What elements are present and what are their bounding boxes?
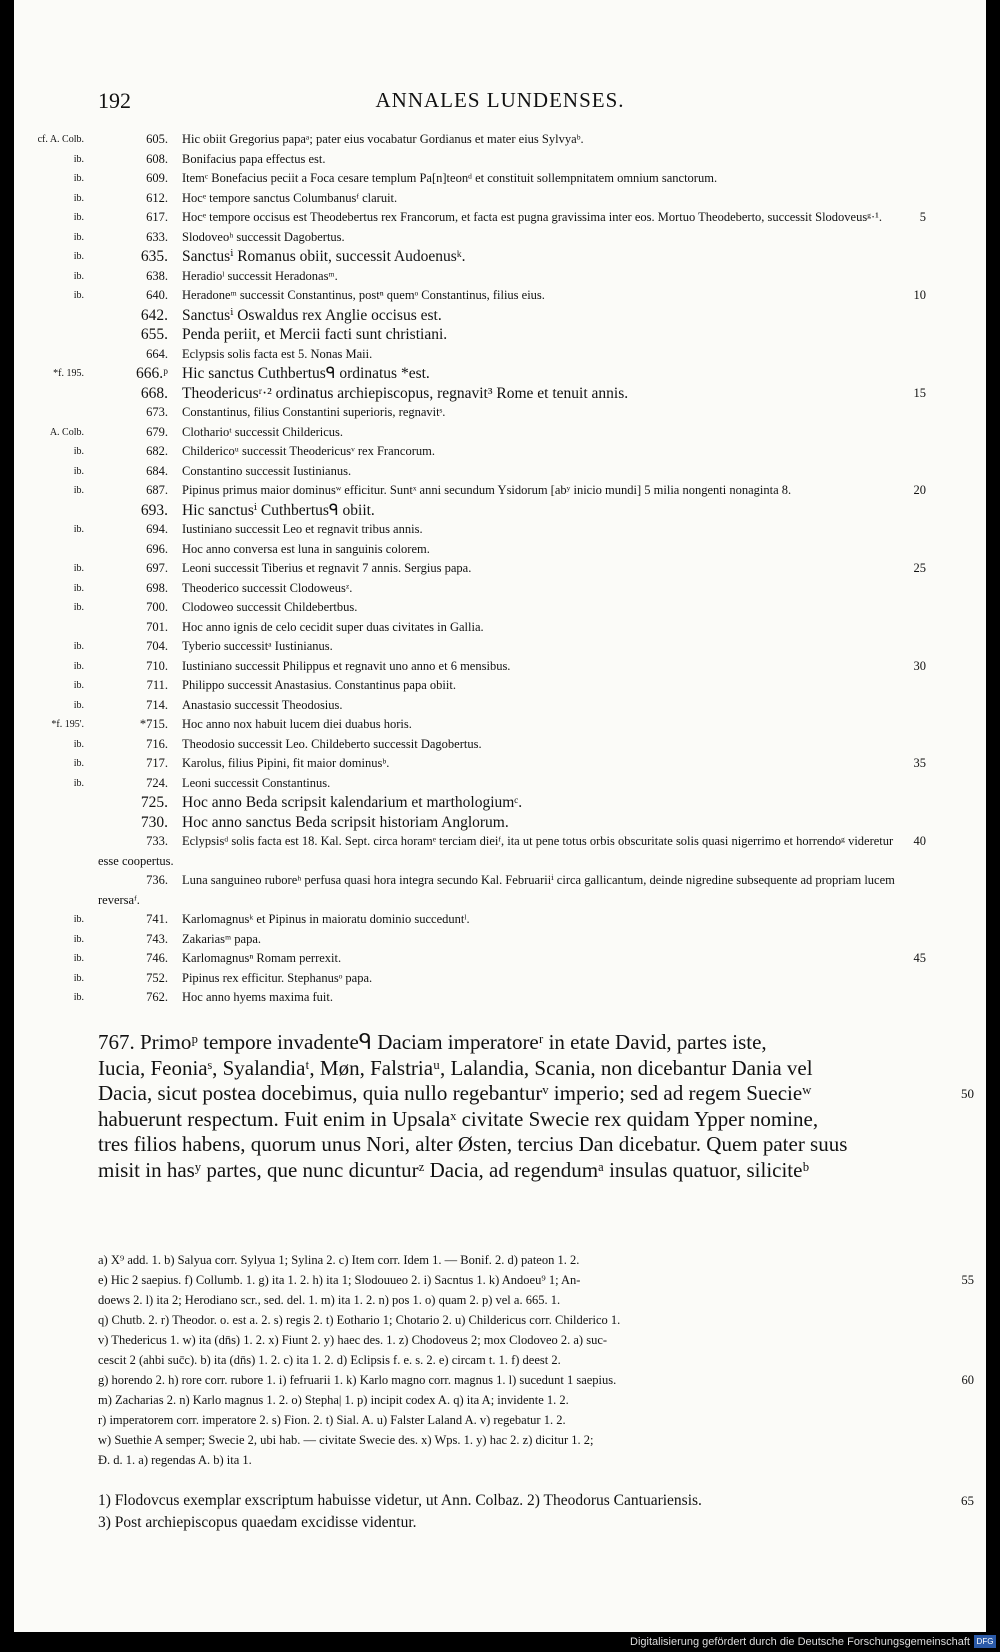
annal-entry bbox=[14, 364, 986, 384]
apparatus-text: r) imperatorem corr. imperatore 2. s) Fion. 2. t) Sial. A. u) Falster Laland A. v) regebatur 1. 2. bbox=[98, 1413, 566, 1427]
source-note: ib. bbox=[73, 192, 84, 204]
entry-year: 679. bbox=[146, 424, 168, 439]
line-number: 50 bbox=[961, 1086, 974, 1101]
entry-year: 664. bbox=[146, 346, 168, 361]
entry-year: 638. bbox=[146, 268, 168, 283]
apparatus-text: g) horendo 2. h) rore corr. rubore 1. i) fefruarii 1. k) Karlo magno corr. magnus 1. l) sucedunt 1 saepius. bbox=[98, 1373, 617, 1387]
entry-text: Iustiniano successit Leo et regnavit tribus annis. bbox=[182, 522, 423, 536]
paragraph-line-text: Dacia, sicut postea docebimus, quia nullo regebanturᵛ imperio; sed ad regem Suecieʷ bbox=[98, 1081, 812, 1105]
entry-year: 697. bbox=[146, 561, 168, 575]
annal-entry bbox=[14, 871, 986, 910]
page-number: 192 bbox=[98, 88, 131, 113]
annal-entry bbox=[14, 423, 986, 443]
annal-entry bbox=[14, 540, 986, 560]
annal-entry bbox=[14, 813, 986, 833]
entry-year: 704. bbox=[146, 639, 168, 653]
entry-text: Theodericusʳ·² ordinatus archiepiscopus, regnavit³ Rome et tenuit annis. bbox=[182, 384, 629, 402]
apparatus-text: e) Hic 2 saepius. f) Collumb. 1. g) ita 1. 2. h) ita 1; Slodouueo 2. i) Sacntus 1. k) Andoeu⁹ 1; An- bbox=[98, 1273, 581, 1287]
entry-text: Hocᵉ tempore sanctus Columbanusᶠ claruit. bbox=[182, 190, 398, 205]
entry-year: 762. bbox=[146, 990, 168, 1004]
running-head: ANNALES LUNDENSES. bbox=[375, 88, 625, 112]
apparatus-line bbox=[98, 1310, 934, 1330]
entry-text: Hic obiit Gregorius papaᵃ; pater eius vocabatur Gordianus et mater eius Sylvyaᵇ. bbox=[182, 132, 584, 146]
source-note: ib. bbox=[73, 251, 84, 262]
entry-year: 633. bbox=[146, 229, 168, 244]
entry-text: Anastasio successit Theodosius. bbox=[182, 697, 343, 712]
entry-year: 710. bbox=[146, 658, 168, 673]
entry-year: 698. bbox=[146, 580, 168, 595]
annal-entry bbox=[14, 676, 986, 696]
source-note: ib. bbox=[73, 465, 84, 477]
entry-text: Hoc anno ignis de celo cecidit super duas civitates in Gallia. bbox=[182, 619, 484, 634]
annal-entry bbox=[14, 949, 986, 969]
line-number: 5 bbox=[919, 210, 926, 224]
entry-text: Childericoᵘ successit Theodericusᵛ rex Francorum. bbox=[182, 444, 435, 458]
apparatus-line bbox=[98, 1290, 934, 1310]
annal-entry bbox=[14, 267, 986, 287]
document-page bbox=[14, 0, 986, 1632]
entry-year: 617. bbox=[146, 210, 168, 224]
entry-year: 714. bbox=[146, 697, 168, 712]
annal-entry bbox=[14, 208, 986, 228]
entry-year: 642. bbox=[140, 306, 168, 324]
annal-entry bbox=[14, 150, 986, 170]
entry-year: 724. bbox=[146, 775, 168, 790]
source-note: ib. bbox=[73, 680, 84, 691]
source-note: *f. 195'. bbox=[51, 719, 84, 730]
annal-entry bbox=[14, 715, 986, 735]
source-note: ib. bbox=[73, 992, 84, 1003]
entry-year: 608. bbox=[146, 151, 168, 166]
annal-entry bbox=[14, 598, 986, 618]
source-note: ib. bbox=[73, 270, 84, 282]
line-number: 35 bbox=[913, 756, 926, 770]
source-note: ib. bbox=[73, 582, 84, 594]
annal-entry bbox=[14, 462, 986, 482]
entry-year: 736. bbox=[146, 873, 168, 887]
entry-year: 640. bbox=[146, 288, 168, 302]
entry-year: 673. bbox=[146, 405, 168, 419]
entry-text: Philippo successit Anastasius. Constantinus papa obiit. bbox=[182, 678, 456, 692]
entry-year: 668. bbox=[140, 384, 168, 402]
entry-text: Hoc anno hyems maxima fuit. bbox=[182, 990, 334, 1004]
annal-entry bbox=[14, 696, 986, 716]
line-number: 30 bbox=[913, 658, 926, 673]
annals-entries bbox=[14, 130, 986, 1008]
source-note: ib. bbox=[73, 641, 84, 652]
critical-apparatus bbox=[98, 1250, 974, 1470]
entry-year: 716. bbox=[146, 736, 168, 751]
annal-entry bbox=[14, 559, 986, 579]
entry-year: *715. bbox=[139, 717, 168, 731]
paragraph-line-text: 767. Primoᵖ tempore invadenteᑫ Daciam imperatoreʳ in etate David, partes iste, bbox=[98, 1030, 767, 1054]
entry-text: Theoderico successit Clodoweusᶻ. bbox=[182, 580, 353, 595]
annal-entry bbox=[14, 579, 986, 599]
annal-entry bbox=[14, 481, 986, 501]
annal-entry bbox=[14, 247, 986, 267]
entry-text: Luna sanguineo ruboreʰ perfusa quasi hora integra secundo Kal. Februariiⁱ circa gallicantum, deinde nigredine subsequente ad propriam lucem reversaᶠ. bbox=[98, 873, 895, 907]
entry-year: 682. bbox=[146, 444, 168, 458]
entry-text: Pipinus primus maior dominusʷ efficitur. Suntˣ anni secundum Ysidorum [abʸ inicio mundi] 5 milia nongenti nonaginta 8. bbox=[182, 483, 792, 497]
entry-text: Itemᶜ Bonefacius peciit a Foca cesare templum Pa[n]teonᵈ et constituit sollempnitatem omnium sanctorum. bbox=[182, 171, 718, 185]
entry-text: Constantinus, filius Constantini superioris, regnavitˢ. bbox=[182, 405, 446, 419]
annal-entry bbox=[14, 403, 986, 423]
apparatus-line bbox=[98, 1410, 934, 1430]
annal-entry bbox=[14, 169, 986, 189]
paragraph-line bbox=[98, 1158, 934, 1184]
entry-text: Leoni successit Tiberius et regnavit 7 annis. Sergius papa. bbox=[182, 561, 472, 575]
paragraph-line-text: Iucia, Feoniaˢ, Syalandiaᵗ, Møn, Falstriaᵘ, Lalandia, Scania, non dicebantur Dania vel bbox=[98, 1055, 813, 1080]
apparatus-line bbox=[98, 1370, 974, 1390]
annal-entry bbox=[14, 520, 986, 540]
annal-entry bbox=[14, 228, 986, 248]
entry-text: Hoc anno Beda scripsit kalendarium et marthologiumᶜ. bbox=[182, 794, 523, 811]
source-note: ib. bbox=[73, 153, 84, 165]
entry-year: 694. bbox=[146, 522, 168, 536]
annal-entry bbox=[14, 442, 986, 462]
entry-text: Hic sanctus Cuthbertusᑫ ordinatus *est. bbox=[182, 365, 430, 382]
source-note: ib. bbox=[73, 933, 84, 945]
line-number: 65 bbox=[961, 1493, 974, 1508]
paragraph-line bbox=[98, 1081, 974, 1107]
annal-entry bbox=[14, 618, 986, 638]
apparatus-line bbox=[98, 1450, 934, 1470]
annal-entry bbox=[14, 657, 986, 677]
apparatus-text: cescit 2 (ahbi suc̄c). b) ita (dn̄s) 1. 2. c) ita 1. 2. d) Eclipsis f. e. s. 2. e) circam t. 1. f) deest 2. bbox=[98, 1353, 561, 1367]
entry-year: 609. bbox=[146, 171, 168, 185]
digitization-footer bbox=[0, 1632, 1000, 1652]
entry-year: 752. bbox=[146, 970, 168, 985]
entry-text: Leoni successit Constantinus. bbox=[182, 775, 331, 790]
annal-entry bbox=[14, 910, 986, 930]
entry-year: 741. bbox=[146, 912, 168, 926]
apparatus-line bbox=[98, 1250, 934, 1270]
source-note: ib. bbox=[73, 446, 84, 457]
apparatus-text: m) Zacharias 2. n) Karlo magnus 1. 2. o) Stepha| 1. p) incipit codex A. q) ita A; invidente 1. 2. bbox=[98, 1393, 569, 1407]
line-number: 10 bbox=[913, 288, 926, 302]
source-note: cf. A. Colb. bbox=[37, 134, 84, 145]
entry-year: 746. bbox=[146, 951, 168, 965]
source-note: *f. 195. bbox=[53, 368, 84, 379]
entry-text: Eclypsis solis facta est 5. Nonas Maii. bbox=[182, 346, 373, 361]
paragraph-line bbox=[98, 1030, 934, 1056]
entry-year: 725. bbox=[140, 794, 168, 811]
annal-entry bbox=[14, 969, 986, 989]
entry-text: Constantino successit Iustinianus. bbox=[182, 463, 352, 478]
entry-text: Slodoveoʰ successit Dagobertus. bbox=[182, 229, 345, 244]
entry-text: Tyberio successitᵃ Iustinianus. bbox=[182, 639, 333, 653]
entry-text: Penda periit, et Mercii facti sunt christiani. bbox=[182, 326, 448, 343]
source-note: ib. bbox=[73, 173, 84, 184]
annal-entry bbox=[14, 306, 986, 326]
apparatus-line bbox=[98, 1430, 934, 1450]
footer-text: Digitalisierung gefördert durch die Deutsche Forschungsgemeinschaft bbox=[630, 1636, 970, 1648]
annal-entry bbox=[14, 988, 986, 1008]
entry-year: 655. bbox=[140, 326, 168, 343]
entry-text: Hoc anno sanctus Beda scripsit historiam Anglorum. bbox=[182, 813, 509, 831]
apparatus-text: a) X⁹ add. 1. b) Salyua corr. Sylyua 1; Sylina 2. c) Item corr. Idem 1. — Bonif. 2. d) pateon 1. 2. bbox=[98, 1253, 580, 1267]
footnote-line bbox=[98, 1512, 934, 1534]
entry-text: Eclypsisᵈ solis facta est 18. Kal. Sept. circa horamᵉ terciam dieiᶠ, ita ut pene totus orbis obscuritate solis quasi nigerrimo et horrendoᵍ videretur esse coopertus. bbox=[98, 834, 894, 868]
annal-entry bbox=[14, 189, 986, 209]
paragraph-line-text: habuerunt respectum. Fuit enim in Upsalaˣ civitate Swecie rex quidam Ypper nomine, bbox=[98, 1106, 819, 1131]
paragraph-line-text: tres filios habens, quorum unus Nori, alter Østen, tercius Dan dicebatur. Quem pater suus bbox=[98, 1132, 848, 1156]
annal-entry bbox=[14, 637, 986, 657]
entry-year: 693. bbox=[140, 501, 168, 519]
source-note: ib. bbox=[73, 602, 84, 613]
entry-year: 730. bbox=[140, 813, 168, 831]
footnote-text: 1) Flodovcus exemplar exscriptum habuisse videtur, ut Ann. Colbaz. 2) Theodorus Cantuariensis. bbox=[98, 1492, 702, 1509]
entry-text: Clodoweo successit Childebertbus. bbox=[182, 600, 358, 614]
entry-text: Pipinus rex efficitur. Stephanusᵒ papa. bbox=[182, 970, 373, 985]
entry-text: Heradioˡ successit Heradonasᵐ. bbox=[182, 268, 338, 283]
entry-year: 711. bbox=[146, 678, 168, 692]
paragraph-line bbox=[98, 1107, 934, 1133]
entry-year: 700. bbox=[146, 600, 168, 614]
dfg-logo-icon: DFG bbox=[974, 1635, 996, 1648]
apparatus-text: Ð. d. 1. a) regendas A. b) ita 1. bbox=[98, 1453, 252, 1467]
entry-year: 684. bbox=[146, 463, 168, 478]
entry-year: 743. bbox=[146, 931, 168, 946]
entry-text: Bonifacius papa effectus est. bbox=[182, 151, 326, 166]
entry-text: Hocᵉ tempore occisus est Theodebertus rex Francorum, et facta est pugna gravissima inter eos. Mortuo Theodeberto, successit Slodoveusᵍ·¹. bbox=[182, 210, 882, 224]
entry-text: Hic sanctusⁱ Cuthbertusᑫ obiit. bbox=[182, 501, 375, 519]
line-number: 60 bbox=[961, 1373, 974, 1387]
entry-text: Zakariasᵐ papa. bbox=[182, 931, 261, 946]
footnote-text: 3) Post archiepiscopus quaedam excidisse videntur. bbox=[98, 1514, 417, 1531]
annal-entry bbox=[14, 501, 986, 521]
source-note: ib. bbox=[73, 660, 84, 672]
source-note: ib. bbox=[73, 699, 84, 711]
line-number: 25 bbox=[913, 561, 926, 575]
entry-year: 733. bbox=[146, 834, 168, 848]
apparatus-line bbox=[98, 1350, 934, 1370]
source-note: ib. bbox=[73, 524, 84, 535]
apparatus-text: q) Chutb. 2. r) Theodor. o. est a. 2. s) regis 2. t) Eothario 1; Chotario 2. u) Childericus corr. Childerico 1. bbox=[98, 1313, 621, 1327]
entry-text: Karlomagnusⁿ Romam perrexit. bbox=[182, 951, 342, 965]
line-number: 40 bbox=[913, 834, 926, 848]
source-note: ib. bbox=[73, 563, 84, 574]
entry-year: 717. bbox=[146, 756, 168, 770]
page-header bbox=[14, 88, 986, 118]
annal-entry bbox=[14, 735, 986, 755]
entry-year: 605. bbox=[146, 132, 168, 146]
entry-text: Clotharioᵗ successit Childericus. bbox=[182, 424, 344, 439]
source-note: ib. bbox=[73, 972, 84, 984]
source-note: ib. bbox=[73, 914, 84, 925]
footnote-line bbox=[98, 1490, 974, 1512]
source-note: ib. bbox=[73, 738, 84, 750]
annal-entry bbox=[14, 130, 986, 150]
entry-text: Hoc anno nox habuit lucem diei duabus horis. bbox=[182, 717, 412, 731]
apparatus-text: w) Suethie A semper; Swecie 2, ubi hab. — civitate Swecie des. x) Wps. 1. y) hac 2. z) dicitur 1. 2; bbox=[98, 1433, 594, 1447]
entry-text: Heradoneᵐ successit Constantinus, postⁿ quemᵒ Constantinus, filius eius. bbox=[182, 288, 545, 302]
line-number: 45 bbox=[913, 951, 926, 965]
source-note: ib. bbox=[73, 758, 84, 769]
footnotes bbox=[98, 1490, 974, 1534]
entry-text: Hoc anno conversa est luna in sanguinis colorem. bbox=[182, 541, 430, 556]
annal-entry bbox=[14, 286, 986, 306]
source-note: ib. bbox=[73, 777, 84, 789]
entry-text: Karlomagnusᵏ et Pipinus in maioratu dominio succeduntˡ. bbox=[182, 912, 470, 926]
paragraph-line bbox=[98, 1056, 934, 1082]
entry-year: 612. bbox=[146, 190, 168, 205]
source-note: ib. bbox=[73, 290, 84, 301]
entry-year: 666.ᵖ bbox=[136, 365, 168, 382]
apparatus-text: doews 2. l) ita 2; Herodiano scr., sed. del. 1. m) ita 1. 2. n) pos 1. o) quam 2. p) vel a. 665. 1. bbox=[98, 1293, 561, 1307]
annal-entry bbox=[14, 754, 986, 774]
line-number: 15 bbox=[913, 385, 926, 400]
source-note: ib. bbox=[73, 953, 84, 964]
source-note: ib. bbox=[73, 231, 84, 243]
annal-entry bbox=[14, 345, 986, 365]
source-note: A. Colb. bbox=[49, 426, 84, 438]
apparatus-line bbox=[98, 1330, 934, 1350]
paragraph-line bbox=[98, 1132, 934, 1158]
source-note: ib. bbox=[73, 212, 84, 223]
entry-year: 635. bbox=[140, 248, 168, 265]
apparatus-text: v) Thedericus 1. w) ita (dn̄s) 1. 2. x) Fiunt 2. y) haec des. 1. z) Chodoveus 2; mox Clodoveo 2. a) suc- bbox=[98, 1333, 608, 1347]
entry-year: 687. bbox=[146, 483, 168, 497]
annal-entry bbox=[14, 930, 986, 950]
entry-text: Sanctusⁱ Oswaldus rex Anglie occisus est. bbox=[182, 306, 442, 324]
entry-year: 696. bbox=[146, 541, 168, 556]
annal-entry bbox=[14, 325, 986, 345]
line-number: 55 bbox=[961, 1273, 974, 1287]
source-note: ib. bbox=[73, 485, 84, 496]
entry-text: Sanctusⁱ Romanus obiit, successit Audoenusᵏ. bbox=[182, 248, 466, 265]
annal-entry bbox=[14, 793, 986, 813]
entry-text: Theodosio successit Leo. Childeberto successit Dagobertus. bbox=[182, 736, 482, 751]
annal-entry bbox=[14, 832, 986, 871]
annal-entry bbox=[14, 384, 986, 404]
paragraph-767 bbox=[98, 1030, 974, 1183]
apparatus-line bbox=[98, 1270, 974, 1290]
entry-text: Iustiniano successit Philippus et regnavit uno anno et 6 mensibus. bbox=[182, 658, 511, 673]
line-number: 20 bbox=[913, 483, 926, 497]
annal-entry bbox=[14, 774, 986, 794]
apparatus-line bbox=[98, 1390, 934, 1410]
entry-year: 701. bbox=[146, 619, 168, 634]
entry-text: Karolus, filius Pipini, fit maior dominusᵇ. bbox=[182, 756, 390, 770]
paragraph-line-text: misit in hasʸ partes, que nunc dicunturᶻ Dacia, ad regendumᵃ insulas quatuor, siliciteᵇ bbox=[98, 1157, 809, 1182]
